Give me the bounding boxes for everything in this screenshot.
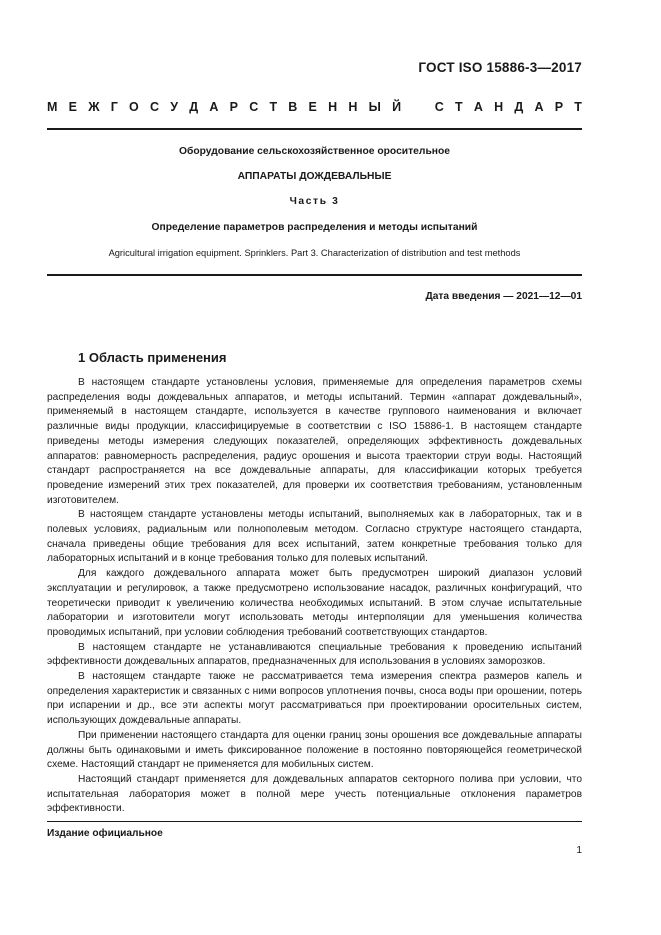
heading-letter: Р <box>554 100 564 114</box>
footer-divider <box>47 821 582 822</box>
heading-letter: С <box>434 100 444 114</box>
heading-letter: Е <box>68 100 77 114</box>
heading-letter: Е <box>308 100 317 114</box>
heading-letter: Т <box>454 100 463 114</box>
heading-letter: Н <box>328 100 338 114</box>
heading-letter: А <box>534 100 544 114</box>
document-number: ГОСТ ISO 15886-3—2017 <box>418 60 582 75</box>
paragraph: При применении настоящего стандарта для оценки границ зоны орошения все дождевальные аппараты должны быть одинаковыми и иметь фиксированное положение в постоянно повторяющейся геометрической схеме. Настоящий стандарт не применяется для мобильных систем. <box>47 729 582 771</box>
heading-letter: С <box>249 100 259 114</box>
heading-letter: Н <box>494 100 504 114</box>
heading-letter: Г <box>110 100 118 114</box>
title-divider <box>47 274 582 276</box>
paragraph: В настоящем стандарте установлены условия, применяемые для определения параметров схемы распределения воды дождевальных аппаратов, и методы испытаний. Термин «аппарат дождевальный», применяемый в настоящем стандарте, используется в качестве группового наименования и включает различные виды продукции, классифицируемые в соответствии с ISO 15886-1. В настоящем стандарте приведены методы измерения следующих показателей, определяющих эффективность дождевальных аппаратов: равномерность распределения, радиус орошения и высота траектории струи воды. Настоящий стандарт распространяется на все дождевальные аппараты, для классификации которых требуется проведение измерений этих трех показателей, для проверки их соответствия требованиям, установленным изготовителем. <box>47 377 582 506</box>
heading-letter: А <box>209 100 219 114</box>
paragraph: В настоящем стандарте установлены методы испытаний, выполняемых как в лабораторных, так и в полевых условиях, радиальным или полнополевым методом. Согласно структуре настоящего стандарта, сначала приведены общие требования для всех испытаний, затем конкретные требования только для лабораторных испытаний и в конце требования только для полевых испытаний. <box>47 509 582 565</box>
paragraph: В настоящем стандарте не устанавливаются специальные требования к проведению испытаний эффективности дождевальных аппаратов, предназначенных для использования в условиях заморозков. <box>47 641 582 668</box>
heading-letter: Ы <box>368 100 381 114</box>
heading-letter: С <box>150 100 160 114</box>
top-divider <box>47 128 582 130</box>
document-kind: АППАРАТЫ ДОЖДЕВАЛЬНЫЕ <box>237 171 392 182</box>
paragraph: В настоящем стандарте также не рассматривается тема измерения спектра размеров капель и определения характеристик и связанных с ними вопросов уплотнения почвы, сноса воды при орошении, потерь при испарении и др., все эти аспекты могут рассматриваться при проектировании оросительных систем, использующих дождевальные аппараты. <box>47 671 582 727</box>
heading-letter: Й <box>392 100 402 114</box>
heading-letter: Т <box>574 100 582 114</box>
heading-letter: У <box>170 100 179 114</box>
heading-letter: Н <box>348 100 358 114</box>
heading-letter: Ж <box>88 100 100 114</box>
english-title: Agricultural irrigation equipment. Sprinklers. Part 3. Characterization of distribution and test methods <box>108 248 521 258</box>
heading-letter: А <box>473 100 483 114</box>
page-number: 1 <box>576 845 582 856</box>
section-heading: 1 Область применения <box>78 350 227 365</box>
heading-letter: В <box>288 100 298 114</box>
paragraph: Для каждого дождевального аппарата может быть предусмотрен широкий диапазон условий эксплуатации и регулировок, а также предусмотрено использование насадок, различных конфигураций, что теоретически приводит к увеличению количества необходимых испытаний. В этом случае испытательные лаборатории и изготовители могут использовать методы интерполяции для уменьшения количества проводимых испытаний, при условии соблюдения требований соответствующих стандартов. <box>47 568 582 638</box>
heading-letter: Т <box>269 100 278 114</box>
interstate-standard-heading <box>47 100 582 114</box>
document-part: Часть 3 <box>289 196 340 207</box>
heading-letter: Д <box>514 100 524 114</box>
heading-letter: М <box>47 100 58 114</box>
heading-letter: Р <box>229 100 238 114</box>
official-edition-label: Издание официальное <box>47 828 163 839</box>
document-title: Оборудование сельскохозяйственное оросительное <box>178 146 451 157</box>
introduction-date: Дата введения — 2021—12—01 <box>425 291 582 302</box>
heading-letter: О <box>129 100 139 114</box>
document-subtitle: Определение параметров распределения и методы испытаний <box>151 222 478 233</box>
section-body <box>47 376 582 817</box>
heading-letter: Д <box>189 100 199 114</box>
paragraph: Настоящий стандарт применяется для дождевальных аппаратов секторного полива при условии, что испытательная лаборатория может в полной мере учесть потенциальные отклонения параметров эффективности. <box>47 773 582 815</box>
